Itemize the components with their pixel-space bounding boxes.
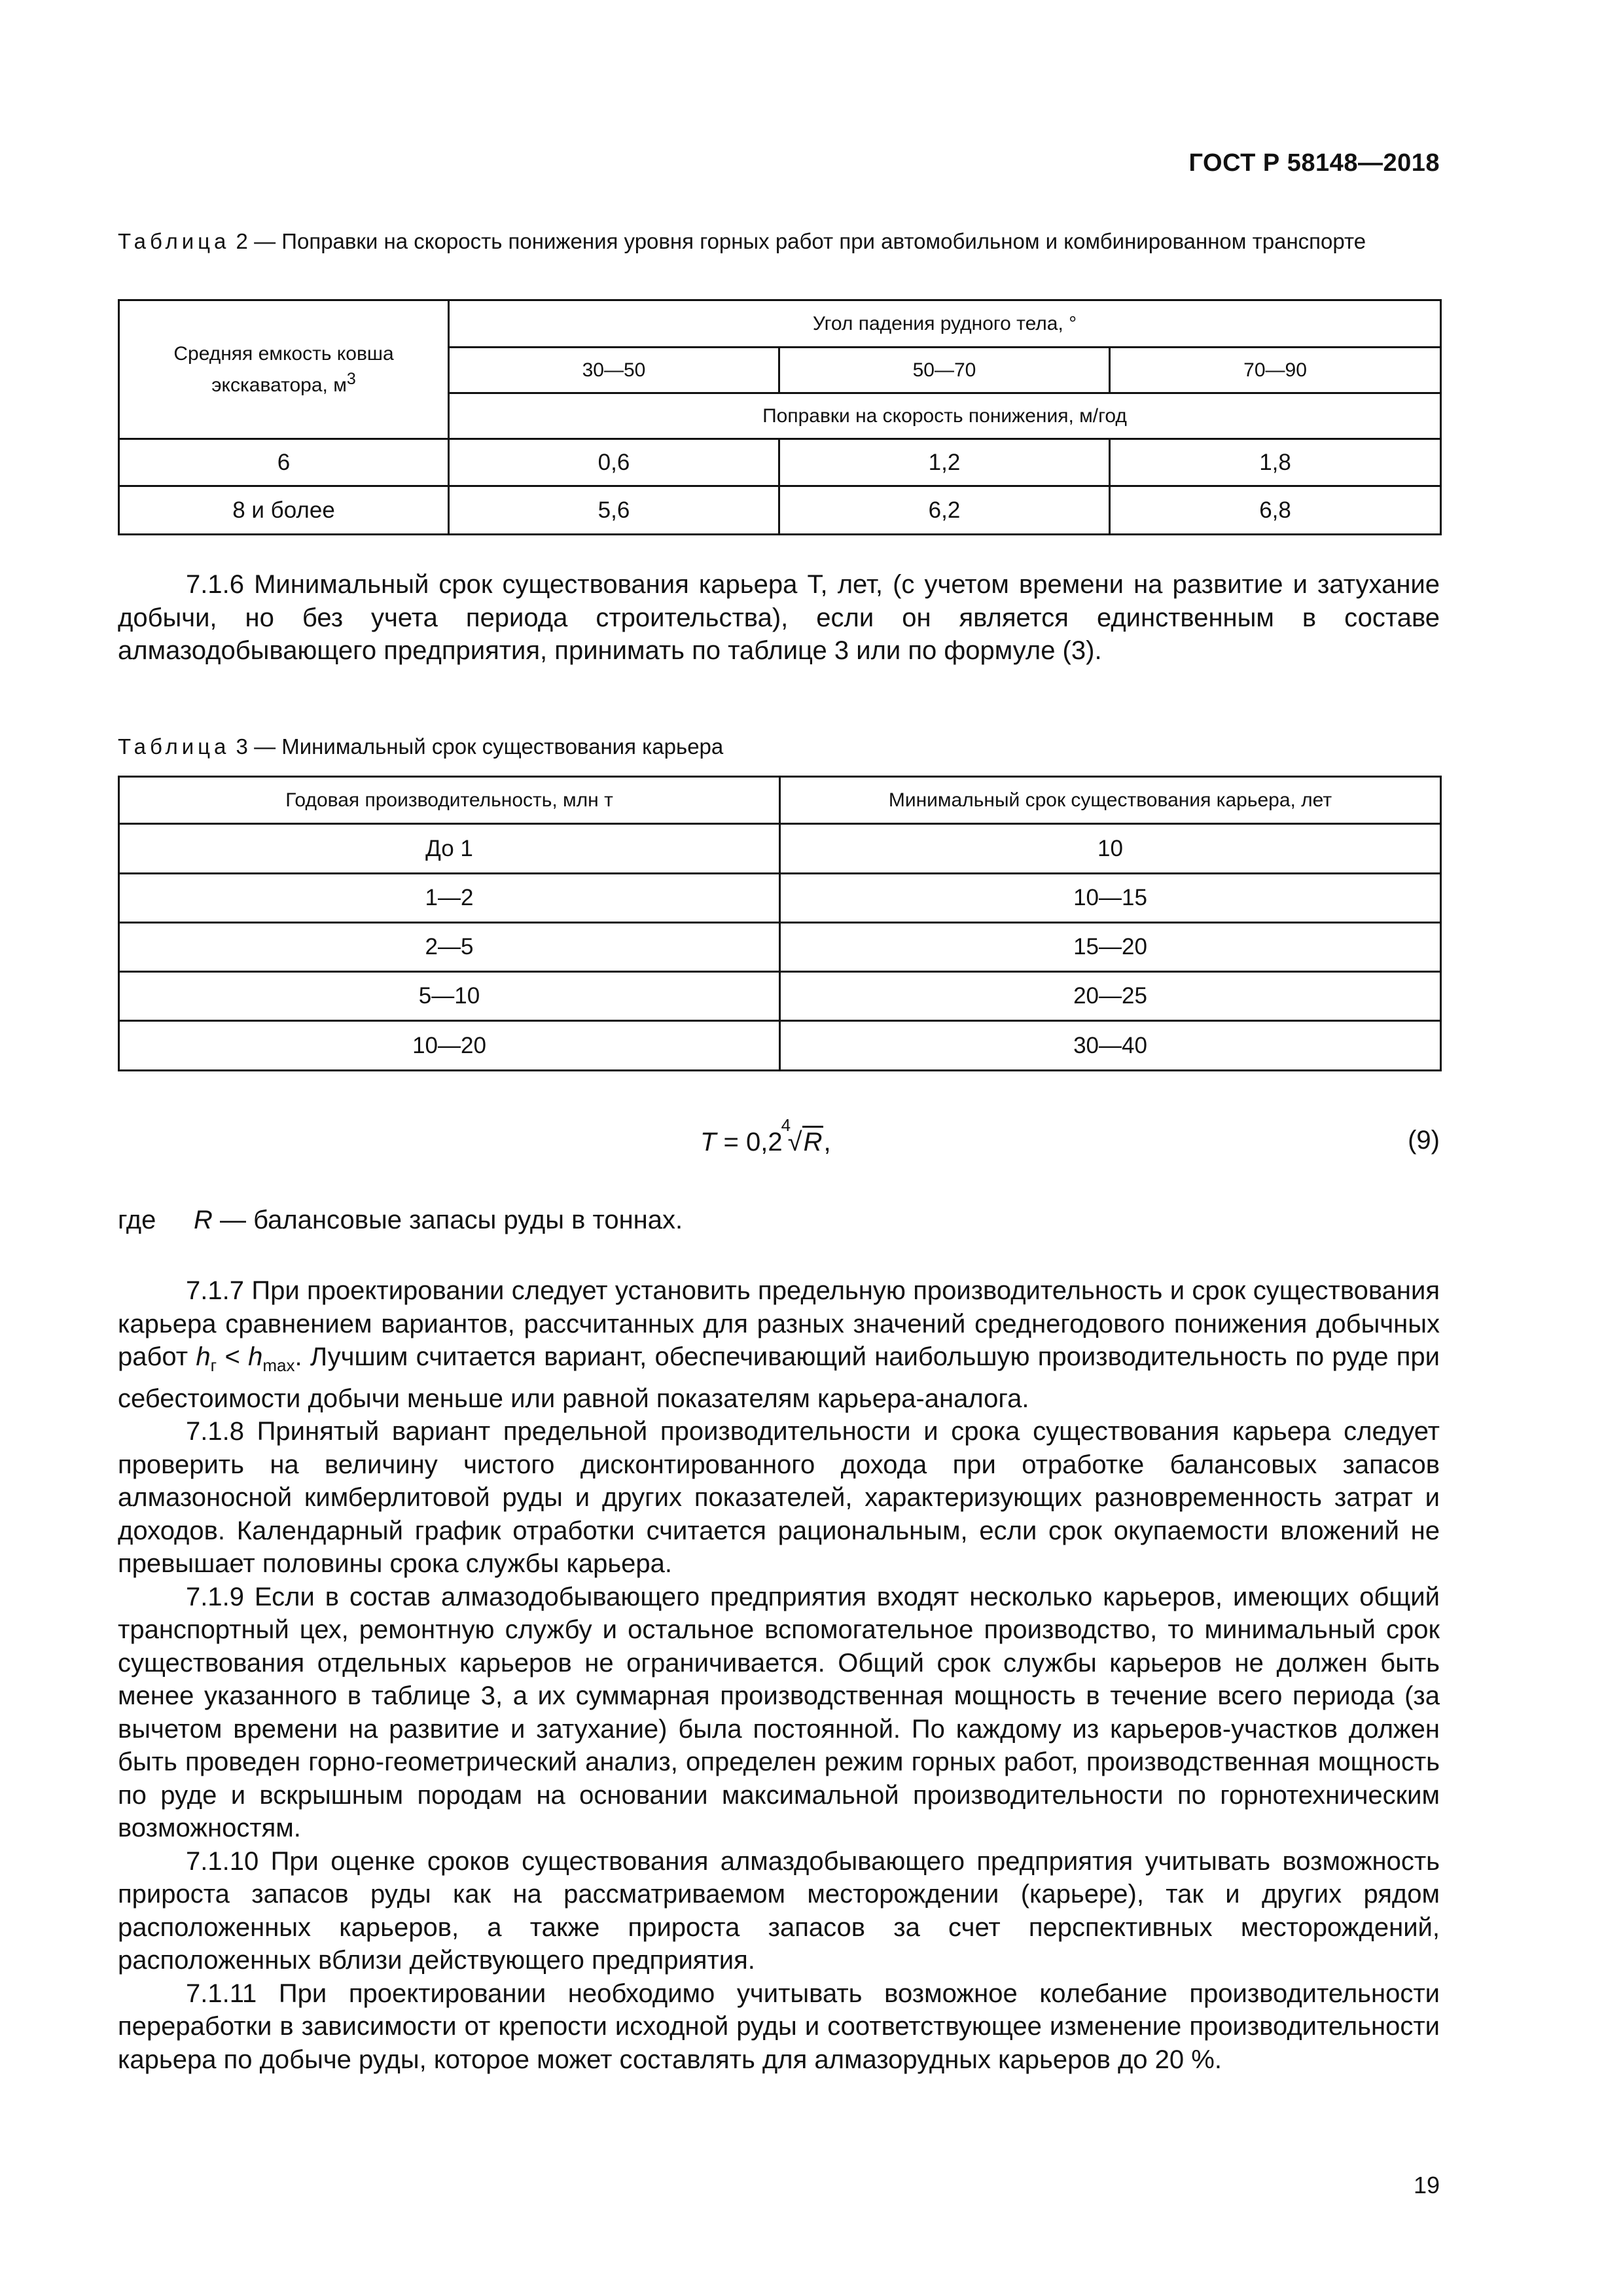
table-row (119, 486, 1441, 535)
table2-cell: 1,2 (779, 439, 1110, 486)
paragraph-7-1-11: 7.1.11 При проектировании необходимо учитывать возможное колебание производительности переработки в зависимости от крепости исходной руды и соответствующее изменение производительности карьера по добыче руды, которое может составлять для алмазорудных карьеров до 20 %. (118, 1979, 1440, 2074)
formula-tail: , (823, 1128, 831, 1157)
table3-cell: 20—25 (780, 972, 1441, 1021)
where-label: где (118, 1206, 156, 1234)
table2-range: 50—70 (779, 348, 1110, 393)
table3-cell: До 1 (119, 824, 780, 874)
table3-cell: 2—5 (119, 923, 780, 972)
table-row (119, 824, 1441, 874)
where-symbol: R (194, 1206, 213, 1234)
table2-range: 70—90 (1110, 348, 1441, 393)
paragraph-7-1-6 (118, 568, 1440, 668)
table2-cell: 8 и более (119, 486, 449, 535)
radical-sign-icon: √ (787, 1128, 802, 1157)
formula-eq: = 0,2 (716, 1128, 783, 1157)
symbol-h-sub: г (210, 1355, 217, 1375)
table2-cell: 6 (119, 439, 449, 486)
table3-cell: 10—20 (119, 1021, 780, 1071)
symbol-hmax: h (248, 1342, 263, 1371)
table3-cell: 30—40 (780, 1021, 1441, 1071)
table2-caption (118, 226, 1440, 257)
table2-cell: 1,8 (1110, 439, 1441, 486)
table3-cell: 1—2 (119, 874, 780, 923)
root-radical (781, 1115, 824, 1157)
paragraph-text: . Лучшим считается вариант, обеспечивающий наибольшую производительность по руде при себестоимости добычи меньше или равной показателям карьера-аналога. (118, 1342, 1440, 1413)
table2-cell: 6,8 (1110, 486, 1441, 535)
root-index: 4 (781, 1115, 791, 1135)
table2-cell: 0,6 (449, 439, 779, 486)
document-page (118, 0, 1440, 2296)
formula-number: (9) (1408, 1126, 1440, 1155)
table2-range: 30—50 (449, 348, 779, 393)
formula-lhs: T (700, 1128, 717, 1157)
table2-angle-header: Угол падения рудного тела, ° (449, 300, 1441, 348)
paragraph-7-1-9: 7.1.9 Если в состав алмазодобывающего предприятия входят несколько карьеров, имеющих общий транспортный цех, ремонтную службу и остальное вспомогательное производство, то минимальный срок существования отдельных карьеров не ограничивается. Общий срок службы карьеров не должен быть менее указанного в таблице 3, а их суммарная производственная мощность в течение всего периода (за вычетом времени на развитие и затухание) была постоянной. По каждому из карьеров-участков должен быть проведен горно-геометрический анализ, определен режим горных работ, производственная мощность по руде и вскрышным породам на основании максимальной производительности по горнотехническим возможностям. (118, 1582, 1440, 1842)
paragraph-7-1-10: 7.1.10 При оценке сроков существования алмаздобывающего предприятия учитывать возможность прироста запасов руды как на рассматриваемом месторождении (карьере), так и других рядом расположенных карьеров, а также прироста запасов за счет перспективных месторождений, расположенных вблизи действующего предприятия. (118, 1846, 1440, 1975)
formula-9 (118, 1115, 1440, 1165)
table3-caption (118, 732, 1440, 762)
table-row (119, 874, 1441, 923)
symbol-h: h (196, 1342, 211, 1371)
table2-col0-sup: 3 (346, 369, 356, 388)
table2-caption-prefix: Таблица (118, 229, 230, 253)
paragraph-text: 7.1.7 При проектировании следует установить предельную производительность и срок существования карьера сравнением вариантов, рассчитанных для разных значений среднегодового понижения добычных работ (118, 1276, 1440, 1371)
table3-cell: 10—15 (780, 874, 1441, 923)
table3 (118, 776, 1442, 1071)
table3-cell: 10 (780, 824, 1441, 874)
table2-col0-header (119, 300, 449, 439)
table2-correction-header: Поправки на скорость понижения, м/год (449, 393, 1441, 439)
table-row (119, 1021, 1441, 1071)
table3-caption-text: 3 — Минимальный срок существования карьера (230, 734, 724, 759)
table3-caption-prefix: Таблица (118, 734, 230, 759)
table3-header: Годовая производительность, млн т (119, 777, 780, 824)
less-than: < (217, 1342, 249, 1371)
table2-cell: 6,2 (779, 486, 1110, 535)
formula-expression (700, 1115, 831, 1157)
radicand: R (802, 1126, 824, 1157)
document-id: ГОСТ Р 58148—2018 (1188, 149, 1440, 177)
paragraph-7-1-7 (118, 1274, 1440, 1415)
table3-header: Минимальный срок существования карьера, лет (780, 777, 1441, 824)
body-paragraphs (118, 1274, 1440, 2076)
symbol-hmax-sub: max (262, 1355, 295, 1375)
table-row (119, 439, 1441, 486)
table-row (119, 923, 1441, 972)
table-row (119, 972, 1441, 1021)
paragraph-7-1-8: 7.1.8 Принятый вариант предельной производительности и срока существования карьера следует проверить на величину чистого дисконтированного дохода при отработке балансовых запасов алмазоносной кимберлитовой руды и других показателей, характеризующих разновременность затрат и доходов. Календарный график отработки считается рациональным, если срок окупаемости вложений не превышает половины срока службы карьера. (118, 1417, 1440, 1578)
table2-caption-text: 2 — Поправки на скорость понижения уровня горных работ при автомобильном и комбинированном транспорте (230, 229, 1366, 253)
paragraph-text: 7.1.6 Минимальный срок существования карьера T, лет, (с учетом времени на развитие и затухание добычи, но без учета периода строительства), если он является единственным в составе алмазодобывающего предприятия, принимать по таблице 3 или по формуле (3). (118, 570, 1440, 665)
table2-col0-text: Средняя емкость ковша экскаватора, м (173, 342, 394, 396)
table2 (118, 299, 1442, 535)
table3-cell: 15—20 (780, 923, 1441, 972)
table3-cell: 5—10 (119, 972, 780, 1021)
where-definition (194, 1206, 683, 1235)
page-number: 19 (1413, 2172, 1440, 2198)
where-text: — балансовые запасы руды в тоннах. (212, 1206, 683, 1234)
table2-cell: 5,6 (449, 486, 779, 535)
